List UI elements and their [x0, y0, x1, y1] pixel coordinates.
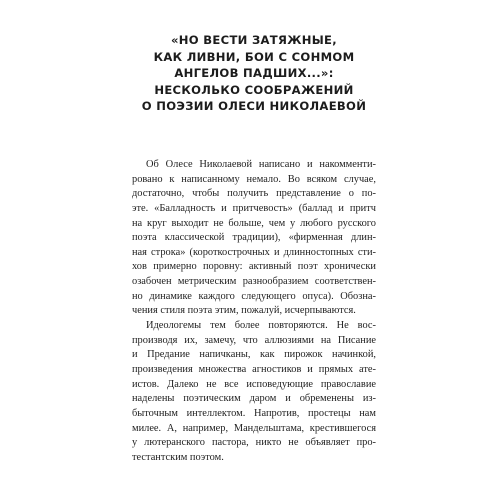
chapter-title-line: НЕСКОЛЬКО СООБРАЖЕНИЙ [154, 82, 354, 97]
text-line: быточным интеллектом. Напротив, простецы нам [132, 407, 376, 419]
text-line: эте. «Балладность и притчевость» (баллад и притч [132, 202, 376, 214]
text-line: озабочен метрическим разнообразием соответствен- [132, 276, 376, 288]
chapter-title-line: КАК ЛИВНИ, БОИ С СОНМОМ [153, 49, 355, 64]
chapter-title-line: «НО ВЕСТИ ЗАТЯЖНЫЕ, [171, 33, 337, 47]
chapter-title [120, 32, 388, 115]
text-line: тестантским поэтом. [132, 451, 224, 463]
chapter-title-line: АНГЕЛОВ ПАДШИХ...»: [174, 66, 334, 81]
chapter-title-line: О ПОЭЗИИ ОЛЕСИ НИКОЛАЕВОЙ [141, 99, 367, 114]
text-line: поэта классической традиции), «фирменная длин- [132, 232, 376, 244]
text-line: наделены поэтическим даром и обременены из- [132, 393, 376, 405]
text-line: ровано к написанному немало. Во всяком случае, [132, 173, 376, 185]
text-line: истов. Далеко не все исповедующие православие [132, 378, 376, 390]
text-line: на круг выходит не больше, чем у любого русского [132, 217, 376, 229]
body-text [132, 158, 376, 465]
text-line: Об Олесе Николаевой написано и накомменти- [146, 159, 376, 170]
text-line: производя их, замечу, что аллюзиями на Писание [132, 334, 376, 346]
text-line: но динамике каждого следующего опуса). Обозна- [132, 290, 376, 302]
text-line: ная строка» (короткострочных и длинностопных сти- [132, 246, 376, 258]
text-line: и Предание напичканы, как пирожок начинкой, [132, 349, 376, 361]
text-line: у лютеранского пастора, никто не объявляет про- [132, 437, 376, 449]
paragraph-2 [132, 319, 376, 465]
text-line: достаточно, чтобы получить представление о по- [132, 188, 376, 200]
paragraph-1 [132, 158, 376, 319]
text-line: Идеологемы тем более повторяются. Не вос- [146, 320, 376, 332]
text-line: произведения множества агностиков и прямых ате- [132, 363, 376, 375]
text-line: чения стиля поэта этим, пожалуй, исчерпываются. [132, 305, 356, 317]
text-line: милее. А, например, Мандельштама, крестившегося [132, 422, 376, 434]
text-line: хов примерно поровну: активный поэт хронически [132, 261, 376, 273]
